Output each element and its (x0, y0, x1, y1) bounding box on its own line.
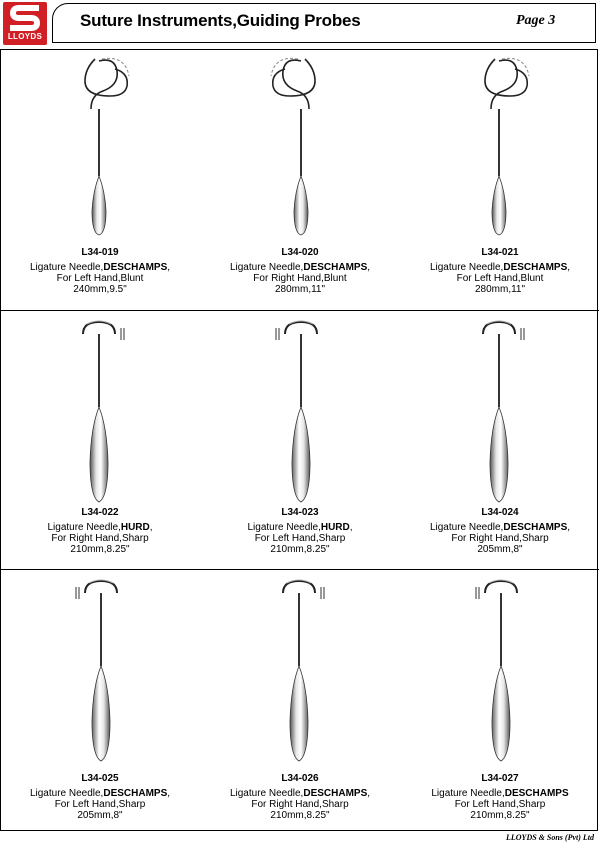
product-handedness: For Left Hand,Sharp (54, 799, 146, 810)
product-caption (400, 507, 600, 555)
product-size: 210mm,8.25" (70, 544, 130, 555)
instrument-image (55, 51, 145, 246)
ligature-needle-icon (55, 312, 145, 512)
product-size: 210mm,8.25" (470, 810, 530, 821)
product-name-bold: DESCHAMPS (504, 788, 569, 799)
product-name-end: , (167, 788, 171, 799)
product-caption (400, 247, 600, 295)
instrument-image (255, 51, 345, 246)
product-size: 210mm,8.25" (270, 544, 330, 555)
product-name-end: , (349, 522, 353, 533)
ligature-needle-icon (455, 312, 545, 512)
footer-company: LLOYDS & Sons (Pvt) Ltd (506, 833, 594, 842)
instrument-image (455, 51, 545, 246)
product-name-end: , (149, 522, 153, 533)
product-code: L34-025 (81, 773, 119, 784)
page-title: Suture Instruments,Guiding Probes (80, 11, 361, 30)
logo-text: LLOYDS (7, 32, 43, 41)
product-name: Ligature Needle, (29, 788, 104, 799)
product-name: Ligature Needle, (229, 262, 304, 273)
ligature-needle-icon (455, 571, 545, 771)
product-caption (0, 773, 200, 821)
product-name-bold: DESCHAMPS (503, 522, 568, 533)
product-name-end: , (167, 262, 171, 273)
instrument-image (55, 312, 145, 517)
product-code: L34-024 (481, 507, 519, 518)
product-name-bold: HURD (120, 522, 150, 533)
product-caption (400, 773, 600, 821)
ligature-needle-icon (455, 51, 545, 241)
product-caption (0, 247, 200, 295)
product-size: 210mm,8.25" (270, 810, 330, 821)
product-name-bold: HURD (320, 522, 350, 533)
product-size: 280mm,11" (274, 284, 326, 295)
product-handedness: For Right Hand,Sharp (451, 533, 549, 544)
product-name-bold: DESCHAMPS (303, 262, 368, 273)
product-caption (200, 773, 400, 821)
product-code: L34-027 (481, 773, 519, 784)
s-logo-icon (3, 2, 47, 32)
product-handedness: For Right Hand,Sharp (251, 799, 349, 810)
page-number: Page 3 (516, 13, 556, 28)
product-size: 205mm,8" (477, 544, 523, 555)
product-code: L34-020 (281, 247, 319, 258)
ligature-needle-icon (255, 51, 345, 241)
product-name: Ligature Needle, (429, 262, 504, 273)
product-name-end: , (567, 262, 571, 273)
product-name: Ligature Needle, (429, 522, 504, 533)
ligature-needle-icon (55, 51, 145, 241)
product-name: Ligature Needle, (29, 262, 104, 273)
product-caption (0, 507, 200, 555)
product-handedness: For Right Hand,Sharp (51, 533, 149, 544)
product-handedness: For Left Hand,Sharp (254, 533, 346, 544)
product-size: 205mm,8" (77, 810, 123, 821)
product-name-bold: DESCHAMPS (103, 788, 168, 799)
instrument-image (255, 571, 345, 776)
product-code: L34-019 (81, 247, 119, 258)
product-size: 280mm,11" (474, 284, 526, 295)
product-handedness: For Right Hand,Blunt (253, 273, 347, 284)
product-caption (200, 247, 400, 295)
instrument-image (455, 571, 545, 776)
product-name-bold: DESCHAMPS (303, 788, 368, 799)
product-name: Ligature Needle, (229, 788, 304, 799)
ligature-needle-icon (55, 571, 145, 771)
row-divider (1, 569, 599, 570)
product-name: Ligature Needle, (431, 788, 505, 799)
row-divider (1, 310, 599, 311)
instrument-image (255, 312, 345, 517)
product-name-bold: DESCHAMPS (103, 262, 168, 273)
ligature-needle-icon (255, 312, 345, 512)
product-handedness: For Left Hand,Blunt (56, 273, 144, 284)
product-code: L34-022 (81, 507, 119, 518)
product-name-end: , (367, 262, 371, 273)
brand-logo (3, 2, 47, 45)
product-name-end: , (367, 788, 371, 799)
product-caption (200, 507, 400, 555)
product-code: L34-023 (281, 507, 319, 518)
product-code: L34-021 (481, 247, 519, 258)
product-size: 240mm,9.5" (73, 284, 127, 295)
product-name-end: , (567, 522, 571, 533)
product-name-bold: DESCHAMPS (503, 262, 568, 273)
product-code: L34-026 (281, 773, 319, 784)
instrument-image (455, 312, 545, 517)
product-name: Ligature Needle, (247, 522, 321, 533)
product-name: Ligature Needle, (47, 522, 121, 533)
ligature-needle-icon (255, 571, 345, 771)
instrument-image (55, 571, 145, 776)
product-handedness: For Left Hand,Sharp (454, 799, 546, 810)
product-handedness: For Left Hand,Blunt (456, 273, 544, 284)
